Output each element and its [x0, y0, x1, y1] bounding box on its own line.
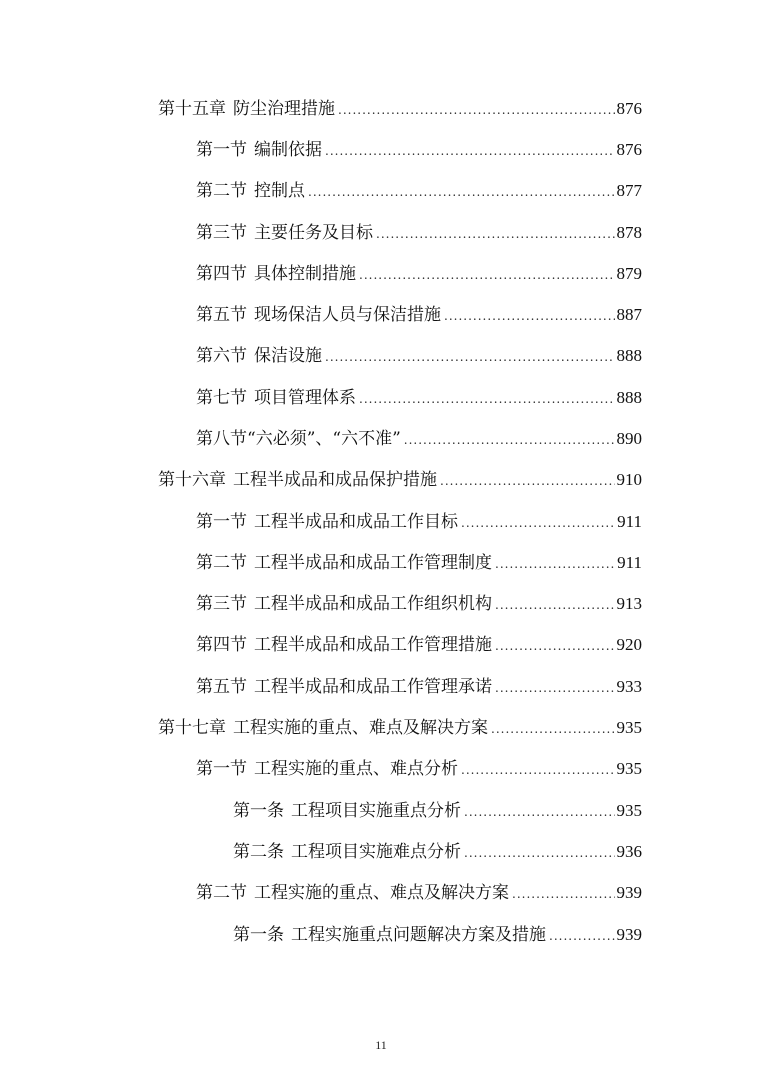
toc-entry-page: 878	[616, 223, 642, 242]
dot-leader	[376, 220, 615, 248]
toc-entry-prefix: 第四节	[196, 264, 247, 284]
toc-entry-title: 项目管理体系	[254, 388, 356, 408]
toc-entry-prefix: 第五节	[196, 677, 247, 697]
dot-leader	[444, 302, 615, 330]
toc-entry-page: 913	[616, 594, 642, 613]
toc-entry-page: 887	[616, 305, 642, 324]
toc-entry-prefix: 第十六章	[158, 470, 226, 490]
toc-entry-title: 工程实施的重点、难点及解决方案	[233, 718, 488, 738]
dot-leader	[495, 591, 615, 619]
toc-entry-title: 保洁设施	[254, 346, 322, 366]
toc-entry-prefix: 第十五章	[158, 99, 226, 119]
toc-entry-page: 920	[616, 635, 642, 654]
dot-leader	[495, 674, 615, 702]
toc-entry-prefix: 第一节	[196, 759, 247, 779]
toc-entry-title: 控制点	[254, 181, 305, 201]
toc-entry-section[interactable]	[196, 342, 642, 370]
toc-entry-title: “六必须”、“六不准”	[247, 429, 401, 449]
toc-entry-title: 工程实施的重点、难点分析	[254, 759, 458, 779]
toc-entry-prefix: 第一节	[196, 140, 247, 160]
toc-entry-section[interactable]	[196, 673, 642, 701]
toc-entry-prefix: 第七节	[196, 388, 247, 408]
toc-entry-prefix: 第二节	[196, 883, 247, 903]
toc-entry-page: 888	[616, 346, 642, 365]
toc-entry-prefix: 第三节	[196, 223, 247, 243]
toc-entry-prefix: 第六节	[196, 346, 247, 366]
toc-entry-title: 工程半成品和成品工作管理制度	[254, 553, 492, 573]
dot-leader	[308, 178, 615, 206]
toc-entry-page: 936	[616, 842, 642, 861]
toc-entry-page: 933	[616, 677, 642, 696]
toc-entry-section[interactable]	[196, 879, 642, 907]
toc-entry-section[interactable]	[196, 219, 642, 247]
dot-leader	[495, 632, 615, 660]
dot-leader	[359, 261, 615, 289]
toc-entry-section[interactable]	[196, 549, 642, 577]
toc-entry-page: 876	[616, 140, 642, 159]
toc-entry-section[interactable]	[196, 425, 642, 453]
dot-leader	[404, 426, 615, 454]
toc-entry-page: 910	[616, 470, 642, 489]
toc-entry-page: 939	[616, 883, 642, 902]
toc-entry-page: 911	[617, 512, 642, 531]
toc-entry-page: 911	[617, 553, 642, 572]
dot-leader	[359, 385, 615, 413]
toc-entry-page: 935	[616, 718, 642, 737]
toc-entry-title: 工程实施的重点、难点及解决方案	[254, 883, 509, 903]
toc-entry-section[interactable]	[196, 508, 642, 536]
toc-entry-section[interactable]	[196, 177, 642, 205]
toc-entry-section[interactable]	[196, 301, 642, 329]
toc-entry-page: 876	[616, 99, 642, 118]
dot-leader	[549, 922, 615, 950]
toc-entry-title: 工程实施重点问题解决方案及措施	[291, 925, 546, 945]
dot-leader	[461, 756, 615, 784]
toc-entry-title: 主要任务及目标	[254, 223, 373, 243]
toc-entry-prefix: 第十七章	[158, 718, 226, 738]
toc-entry-prefix: 第一节	[196, 512, 247, 532]
toc-entry-page: 879	[616, 264, 642, 283]
dot-leader	[325, 137, 615, 165]
dot-leader	[495, 550, 615, 578]
toc-entry-article[interactable]	[233, 797, 642, 825]
toc-entry-page: 939	[616, 925, 642, 944]
toc-entry-title: 工程半成品和成品保护措施	[233, 470, 437, 490]
dot-leader	[512, 880, 615, 908]
toc-entry-section[interactable]	[196, 384, 642, 412]
toc-entry-prefix: 第二节	[196, 181, 247, 201]
toc-entry-title: 工程半成品和成品工作组织机构	[254, 594, 492, 614]
dot-leader	[440, 467, 615, 495]
toc-entry-chapter-17[interactable]	[158, 714, 642, 742]
toc-entry-title: 编制依据	[254, 140, 322, 160]
toc-entry-title: 工程半成品和成品工作管理措施	[254, 635, 492, 655]
dot-leader	[464, 839, 615, 867]
toc-entry-prefix: 第五节	[196, 305, 247, 325]
toc-entry-section[interactable]	[196, 631, 642, 659]
toc-entry-chapter-16[interactable]	[158, 466, 642, 494]
toc-entry-title: 具体控制措施	[254, 264, 356, 284]
toc-entry-prefix: 第八节	[196, 429, 247, 449]
toc-entry-title: 工程半成品和成品工作管理承诺	[254, 677, 492, 697]
toc-entry-section[interactable]	[196, 755, 642, 783]
toc-entry-prefix: 第二节	[196, 553, 247, 573]
page-number: 11	[375, 1038, 387, 1052]
toc-entry-page: 935	[616, 801, 642, 820]
dot-leader	[491, 715, 615, 743]
toc-entry-article[interactable]	[233, 921, 642, 949]
toc-entry-chapter-15[interactable]	[158, 95, 642, 123]
toc-entry-title: 防尘治理措施	[233, 99, 335, 119]
toc-entry-prefix: 第一条	[233, 925, 284, 945]
toc-entry-page: 888	[616, 388, 642, 407]
dot-leader	[461, 509, 615, 537]
toc-entry-page: 877	[616, 181, 642, 200]
toc-entry-page: 890	[616, 429, 642, 448]
toc-entry-title: 工程项目实施难点分析	[291, 842, 461, 862]
toc-entry-section[interactable]	[196, 260, 642, 288]
toc-entry-page: 935	[616, 759, 642, 778]
toc-entry-article[interactable]	[233, 838, 642, 866]
toc-entry-section[interactable]	[196, 136, 642, 164]
dot-leader	[464, 798, 615, 826]
dot-leader	[338, 96, 615, 124]
dot-leader	[325, 343, 615, 371]
toc-entry-prefix: 第四节	[196, 635, 247, 655]
toc-entry-section[interactable]	[196, 590, 642, 618]
toc-entry-title: 现场保洁人员与保洁措施	[254, 305, 441, 325]
toc-entry-prefix: 第三节	[196, 594, 247, 614]
toc-entry-title: 工程项目实施重点分析	[291, 801, 461, 821]
toc-entry-prefix: 第二条	[233, 842, 284, 862]
toc-entry-title: 工程半成品和成品工作目标	[254, 512, 458, 532]
toc-entry-prefix: 第一条	[233, 801, 284, 821]
